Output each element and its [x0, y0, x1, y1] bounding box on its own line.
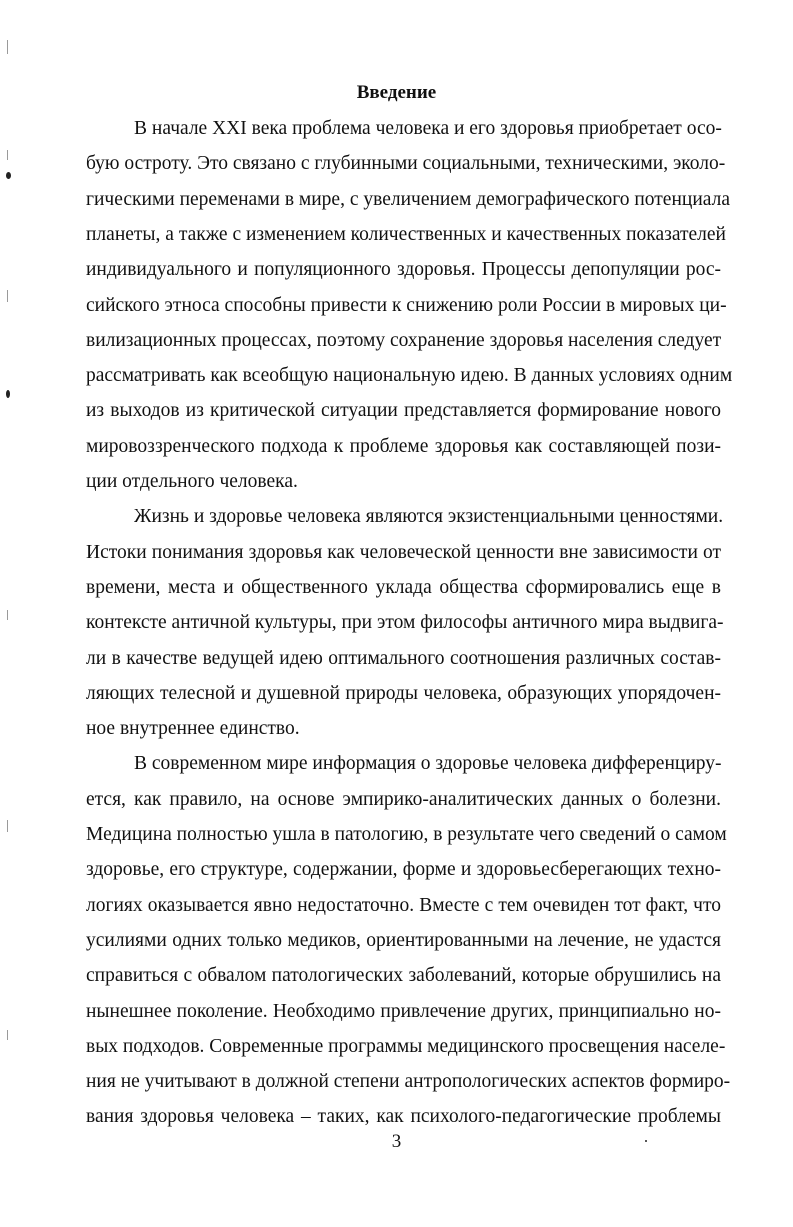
text-line: В начале XXI века проблема человека и его здоровья приобретает осо- — [134, 118, 722, 139]
page-title: Введение — [356, 82, 437, 103]
text-line: Истоки понимания здоровья как человеческой ценности вне зависимости от — [86, 541, 721, 563]
text-line: здоровье, его структуре, содержании, форме и здоровьесберегающих техно- — [86, 859, 721, 881]
text-line: ется, как правило, на основе эмпирико-аналитических данных о болезни. — [86, 788, 721, 810]
text-line: бую остроту. Это связано с глубинными социальными, техническими, эколо- — [86, 153, 726, 175]
scan-speck — [6, 390, 10, 398]
text-line: ния не учитывают в должной степени антропологических аспектов формиро- — [86, 1071, 731, 1093]
scan-edge-mark — [7, 820, 8, 832]
scan-edge-mark — [7, 150, 8, 160]
text-line: контексте античной культуры, при этом философы античного мира выдвига- — [86, 612, 724, 634]
scan-edge-mark — [7, 610, 8, 620]
text-line: гическими переменами в мире, с увеличением демографического потенциала — [86, 188, 730, 210]
text-line: вилизационных процессах, поэтому сохранение здоровья населения следует — [86, 329, 722, 351]
scan-speck — [6, 172, 11, 179]
page-number: 3 — [391, 1131, 402, 1152]
text-line: из выходов из критической ситуации представляется формирование нового — [86, 400, 721, 422]
text-line: нынешнее поколение. Необходимо привлечение других, принципиально но- — [86, 1000, 721, 1022]
text-line: вых подходов. Современные программы медицинского просвещения населе- — [86, 1035, 726, 1057]
scan-edge-mark — [7, 1030, 8, 1040]
text-line: индивидуального и популяционного здоровья. Процессы депопуляции рос- — [86, 259, 721, 281]
text-line: В современном мире информация о здоровье человека дифференциру- — [134, 753, 722, 775]
text-line: рассматривать как всеобщую национальную идею. В данных условиях одним — [86, 365, 733, 387]
text-line: мировоззренческого подхода к проблеме здоровья как составляющей пози- — [86, 435, 721, 457]
text-line: сийского этноса способны привести к снижению роли России в мировых ци- — [86, 294, 727, 316]
text-line: справиться с обвалом патологических заболеваний, которые обрушились на — [86, 965, 721, 987]
scan-edge-mark — [7, 290, 8, 302]
text-line: Жизнь и здоровье человека являются экзистенциальными ценностями. — [134, 506, 724, 528]
text-line: ное внутреннее единство. — [86, 718, 300, 740]
text-line: времени, места и общественного уклада общества сформировались еще в — [86, 576, 721, 598]
text-line: Медицина полностью ушла в патологию, в результате чего сведений о самом — [86, 824, 727, 845]
text-line: логиях оказывается явно недостаточно. Вместе с тем очевиден тот факт, что — [86, 894, 721, 916]
text-line: ции отдельного человека. — [86, 471, 298, 492]
text-line: ли в качестве ведущей идею оптимального соотношения различных состав- — [86, 647, 721, 669]
scan-edge-mark — [7, 40, 8, 54]
text-line: планеты, а также с изменением количественных и качественных показателей — [86, 223, 726, 245]
text-line: ляющих телесной и душевной природы человека, образующих упорядочен- — [86, 682, 721, 704]
text-line: вания здоровья человека – таких, как психолого-педагогические проблемы — [86, 1106, 721, 1128]
text-line: усилиями одних только медиков, ориентированными на лечение, не удастся — [86, 929, 721, 951]
